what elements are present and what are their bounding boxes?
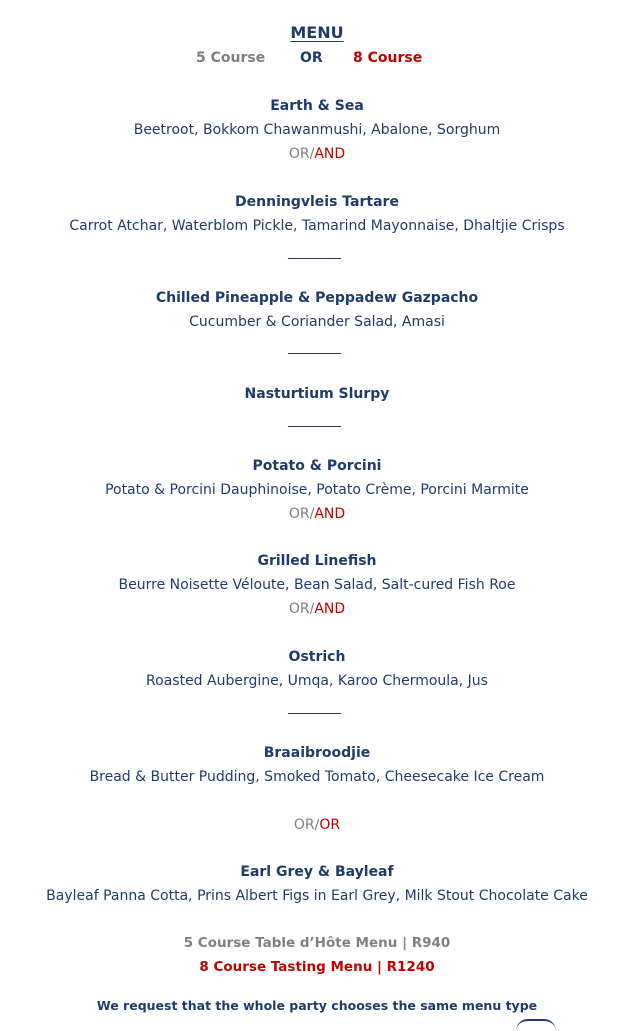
party-note: We request that the whole party chooses the same menu type <box>96 998 538 1013</box>
course-description: Roasted Aubergine, Umqa, Karoo Chermoula, Jus <box>146 673 488 689</box>
course-separator: OR/AND <box>288 601 346 617</box>
divider <box>288 353 341 354</box>
course-name: Earth & Sea <box>270 98 364 114</box>
option-8-course: 8 Course <box>353 50 423 66</box>
course-name: Chilled Pineapple & Peppadew Gazpacho <box>155 290 479 306</box>
option-or: OR <box>300 50 323 66</box>
divider <box>288 258 341 259</box>
divider <box>288 426 341 427</box>
course-name: Potato & Porcini <box>252 458 382 474</box>
course-description: Potato & Porcini Dauphinoise, Potato Crème, Porcini Marmite <box>105 482 529 498</box>
menu-title: MENU <box>290 23 344 42</box>
course-name: Earl Grey & Bayleaf <box>240 864 394 880</box>
course-name: Grilled Linefish <box>257 553 377 569</box>
course-description: Cucumber & Coriander Salad, Amasi <box>189 314 445 330</box>
price-8-course: 8 Course Tasting Menu | R1240 <box>199 959 435 975</box>
price-5-course: 5 Course Table d’Hôte Menu | R940 <box>183 935 451 951</box>
course-name: Ostrich <box>288 649 346 665</box>
course-description: Bayleaf Panna Cotta, Prins Albert Figs in Earl Grey, Milk Stout Chocolate Cake <box>46 888 588 904</box>
course-name: Nasturtium Slurpy <box>244 386 390 402</box>
course-description: Beurre Noisette Véloute, Bean Salad, Salt-cured Fish Roe <box>118 577 516 593</box>
course-description: Beetroot, Bokkom Chawanmushi, Abalone, Sorghum <box>133 122 501 138</box>
logo-mark-icon <box>516 1019 556 1031</box>
course-separator: OR/AND <box>288 146 346 162</box>
course-name: Denningvleis Tartare <box>235 194 399 210</box>
course-description: Carrot Atchar, Waterblom Pickle, Tamarind Mayonnaise, Dhaltjie Crisps <box>69 218 565 234</box>
course-name: Braaibroodjie <box>263 745 371 761</box>
course-description: Bread & Butter Pudding, Smoked Tomato, Cheesecake Ice Cream <box>89 769 545 785</box>
divider <box>288 713 341 714</box>
menu-type-selector <box>0 51 634 67</box>
course-separator: OR/OR <box>293 817 341 833</box>
option-5-course: 5 Course <box>196 50 266 66</box>
course-separator: OR/AND <box>288 506 346 522</box>
